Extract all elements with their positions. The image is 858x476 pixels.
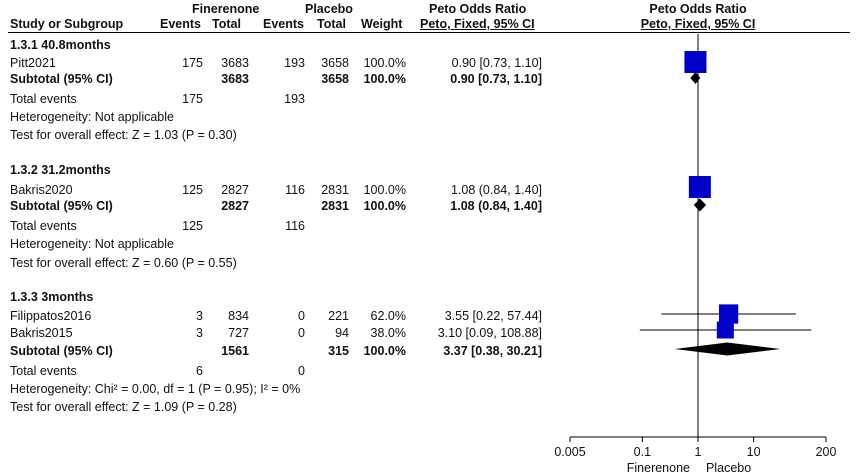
total-events2: 116 bbox=[285, 219, 305, 233]
subgroup-title: 1.3.1 40.8months bbox=[10, 38, 111, 52]
favours-right-label: Placebo bbox=[706, 461, 752, 475]
heterogeneity-text: Heterogeneity: Not applicable bbox=[10, 110, 174, 124]
study-total2: 2831 bbox=[321, 183, 349, 197]
total-events-label: Total events bbox=[10, 92, 77, 106]
study-marker bbox=[689, 176, 711, 198]
study-events1: 3 bbox=[196, 326, 203, 340]
study-events2: 116 bbox=[285, 183, 305, 197]
study-name: Pitt2021 bbox=[10, 56, 56, 70]
study-weight: 100.0% bbox=[363, 56, 406, 70]
study-weight: 62.0% bbox=[370, 309, 406, 323]
subtotal-diamond bbox=[675, 343, 781, 356]
study-name: Filippatos2016 bbox=[10, 309, 92, 323]
favours-left-label: Finerenone bbox=[626, 461, 690, 475]
subtotal-total2: 2831 bbox=[321, 199, 349, 213]
study-events2: 0 bbox=[298, 309, 305, 323]
study-total2: 94 bbox=[335, 326, 349, 340]
study-ci: 0.90 [0.73, 1.10] bbox=[451, 56, 542, 70]
heterogeneity-text: Heterogeneity: Not applicable bbox=[10, 237, 174, 251]
plot-title: Peto Odds Ratio bbox=[649, 2, 747, 16]
total-events1: 125 bbox=[182, 219, 203, 233]
study-total1: 2827 bbox=[221, 183, 249, 197]
study-total1: 727 bbox=[228, 326, 249, 340]
overall-effect-text: Test for overall effect: Z = 1.03 (P = 0.30) bbox=[10, 128, 237, 142]
x-tick-label: 200 bbox=[815, 445, 837, 459]
x-tick-label: 0.1 bbox=[633, 445, 652, 459]
study-marker bbox=[719, 304, 738, 323]
subtotal-total1: 3683 bbox=[221, 72, 249, 86]
col-weight-header: Weight bbox=[361, 17, 403, 31]
or-title: Peto Odds Ratio bbox=[429, 2, 527, 16]
plot-subtitle: Peto, Fixed, 95% CI bbox=[640, 17, 756, 31]
subgroup-title: 1.3.3 3months bbox=[10, 290, 94, 304]
study-total2: 3658 bbox=[321, 56, 349, 70]
study-events1: 3 bbox=[196, 309, 203, 323]
total-events1: 6 bbox=[196, 364, 203, 378]
col-total2-header: Total bbox=[317, 17, 346, 31]
subgroup-title: 1.3.2 31.2months bbox=[10, 163, 111, 177]
study-events1: 175 bbox=[182, 56, 203, 70]
subtotal-label: Subtotal (95% CI) bbox=[10, 72, 113, 86]
study-total2: 221 bbox=[328, 309, 349, 323]
study-ci: 1.08 (0.84, 1.40] bbox=[450, 183, 542, 197]
col-total1-header: Total bbox=[212, 17, 241, 31]
subtotal-diamond bbox=[694, 199, 706, 212]
total-events-label: Total events bbox=[10, 219, 77, 233]
group2-header: Placebo bbox=[305, 2, 353, 16]
total-events1: 175 bbox=[182, 92, 203, 106]
overall-effect-text: Test for overall effect: Z = 1.09 (P = 0.28) bbox=[10, 400, 237, 414]
study-ci: 3.10 [0.09, 108.88] bbox=[437, 326, 542, 340]
col-events1-header: Events bbox=[160, 17, 201, 31]
total-events2: 0 bbox=[298, 364, 305, 378]
study-weight: 100.0% bbox=[363, 183, 406, 197]
study-total1: 3683 bbox=[221, 56, 249, 70]
study-weight: 38.0% bbox=[370, 326, 406, 340]
x-tick-label: 10 bbox=[746, 445, 761, 459]
study-marker bbox=[684, 51, 706, 73]
subtotal-weight: 100.0% bbox=[363, 199, 406, 213]
col-study-header: Study or Subgroup bbox=[10, 17, 124, 31]
x-tick-label: 0.005 bbox=[554, 445, 586, 459]
x-tick-label: 1 bbox=[694, 445, 702, 459]
heterogeneity-text: Heterogeneity: Chi² = 0.00, df = 1 (P = 0.95); I² = 0% bbox=[10, 382, 301, 396]
subtotal-label: Subtotal (95% CI) bbox=[10, 344, 113, 358]
study-name: Bakris2020 bbox=[10, 183, 73, 197]
study-events1: 125 bbox=[182, 183, 203, 197]
col-events2-header: Events bbox=[263, 17, 304, 31]
subtotal-total1: 2827 bbox=[221, 199, 249, 213]
or-subtitle: Peto, Fixed, 95% CI bbox=[420, 17, 535, 31]
study-events2: 193 bbox=[284, 56, 305, 70]
group1-header: Finerenone bbox=[192, 2, 260, 16]
study-total1: 834 bbox=[228, 309, 249, 323]
subtotal-diamond bbox=[690, 72, 700, 84]
subtotal-total2: 315 bbox=[328, 344, 349, 358]
total-events2: 193 bbox=[284, 92, 305, 106]
study-marker bbox=[717, 321, 734, 338]
subtotal-ci: 1.08 (0.84, 1.40] bbox=[450, 199, 542, 213]
study-name: Bakris2015 bbox=[10, 326, 73, 340]
subtotal-total2: 3658 bbox=[321, 72, 349, 86]
subtotal-weight: 100.0% bbox=[363, 72, 406, 86]
study-events2: 0 bbox=[298, 326, 305, 340]
subtotal-label: Subtotal (95% CI) bbox=[10, 199, 113, 213]
study-ci: 3.55 [0.22, 57.44] bbox=[444, 309, 542, 323]
subtotal-ci: 0.90 [0.73, 1.10] bbox=[450, 72, 542, 86]
overall-effect-text: Test for overall effect: Z = 0.60 (P = 0.55) bbox=[10, 256, 237, 270]
subtotal-ci: 3.37 [0.38, 30.21] bbox=[443, 344, 542, 358]
subtotal-weight: 100.0% bbox=[363, 344, 406, 358]
total-events-label: Total events bbox=[10, 364, 77, 378]
subtotal-total1: 1561 bbox=[221, 344, 249, 358]
